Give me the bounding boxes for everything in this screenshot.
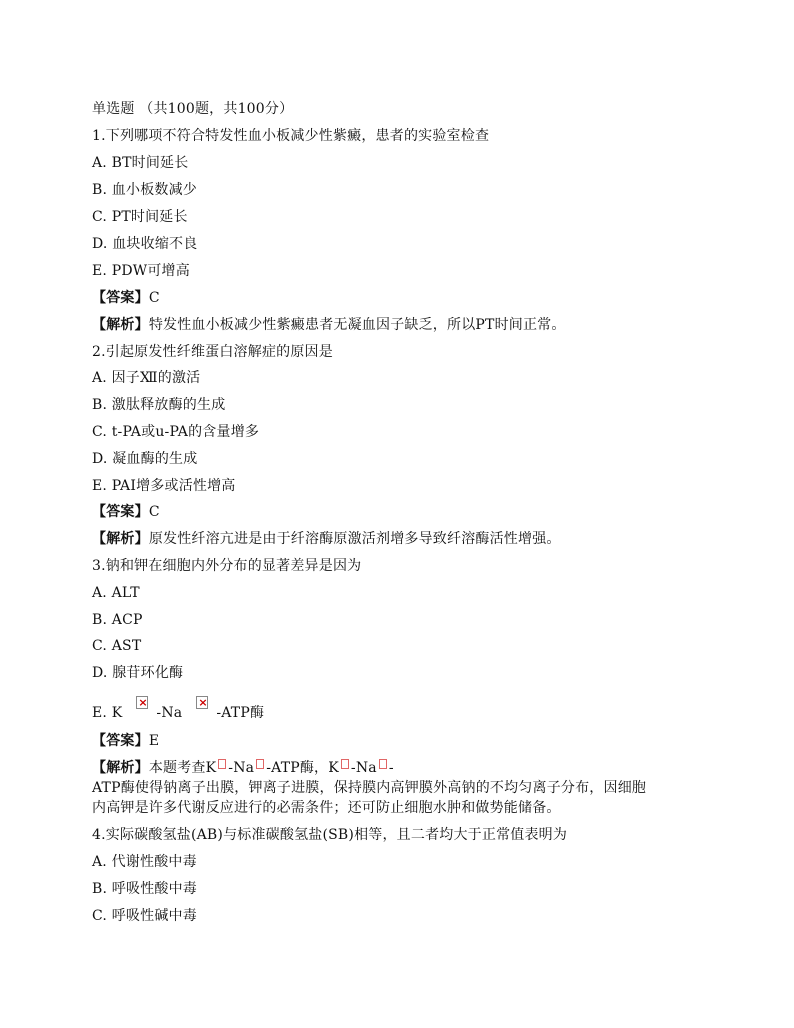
q1-analysis-text: 特发性血小板减少性紫癜患者无凝血因子缺乏，所以PT时间正常。 [148, 317, 566, 333]
q4-option-a: A. 代谢性酸中毒 [92, 854, 197, 870]
analysis-tag: 【解析】 [92, 531, 149, 547]
q3-option-b: B. ACP [92, 612, 143, 628]
q1-option-a: A. BT时间延长 [92, 155, 189, 171]
q1-option-c: C. PT时间延长 [92, 209, 188, 225]
answer-tag: 【答案】 [92, 290, 149, 306]
q1-analysis [92, 315, 566, 335]
q2-analysis [92, 529, 561, 549]
missing-glyph-icon [218, 759, 226, 769]
q3-analysis-line-2: ATP酶使得钠离子出膜，钾离子进膜，保持膜内高钾膜外高钠的不均匀离子分布，因细胞 [92, 780, 647, 796]
question-4-stem: 4.实际碳酸氢盐(AB)与标准碳酸氢盐(SB)相等，且二者均大于正常值表明为 [92, 827, 568, 843]
q4-option-b: B. 呼吸性酸中毒 [92, 881, 197, 897]
missing-glyph-icon [379, 759, 387, 769]
q1-option-d: D. 血块收缩不良 [92, 236, 198, 252]
q3-option-e-prefix: E. K [92, 705, 123, 721]
answer-tag: 【答案】 [92, 733, 149, 749]
q1-answer-value: C [148, 290, 160, 306]
q2-option-c: C. t-PA或u-PA的含量增多 [92, 424, 260, 440]
missing-glyph-icon [256, 759, 264, 769]
broken-image-icon [136, 696, 148, 709]
q3-option-e [92, 703, 264, 723]
question-3-stem: 3.钠和钾在细胞内外分布的显著差异是因为 [92, 558, 362, 574]
q3-analysis-part-4: -Na [350, 760, 377, 776]
q3-option-e-mid: -Na [156, 705, 183, 721]
q3-analysis-line-3: 内高钾是许多代谢反应进行的必需条件；还可防止细胞水肿和做势能储备。 [92, 800, 561, 816]
section-header: 单选题 （共100题，共100分） [92, 101, 294, 117]
q3-analysis-part-5: - [388, 760, 394, 776]
analysis-tag: 【解析】 [92, 760, 149, 776]
answer-tag: 【答案】 [92, 504, 149, 520]
q1-answer [92, 288, 160, 308]
q3-analysis-part-3: -ATP酶，K [266, 760, 339, 776]
analysis-tag: 【解析】 [92, 317, 149, 333]
q3-answer [92, 731, 159, 751]
q3-option-e-suffix: -ATP酶 [216, 705, 265, 721]
question-1-stem: 1.下列哪项不符合特发性血小板减少性紫癜，患者的实验室检查 [92, 128, 490, 144]
q2-option-a: A. 因子Ⅻ的激活 [92, 370, 201, 386]
q1-option-b: B. 血小板数减少 [92, 182, 197, 198]
q1-option-e: E. PDW可增高 [92, 263, 190, 279]
q3-analysis [92, 758, 394, 778]
q3-option-a: A. ALT [92, 585, 140, 601]
q3-analysis-part-2: -Na [228, 760, 255, 776]
q2-option-e: E. PAI增多或活性增高 [92, 478, 236, 494]
q3-option-c: C. AST [92, 638, 142, 654]
q3-analysis-part-1: 本题考查K [148, 760, 217, 776]
broken-image-icon [196, 696, 208, 709]
q2-option-d: D. 凝血酶的生成 [92, 451, 198, 467]
q2-answer [92, 502, 160, 522]
q3-option-d: D. 腺苷环化酶 [92, 665, 184, 681]
missing-glyph-icon [341, 759, 349, 769]
question-2-stem: 2.引起原发性纤维蛋白溶解症的原因是 [92, 344, 333, 360]
q4-option-c: C. 呼吸性碱中毒 [92, 908, 197, 924]
q3-answer-value: E [148, 733, 160, 749]
q2-analysis-text: 原发性纤溶亢进是由于纤溶酶原激活剂增多导致纤溶酶活性增强。 [148, 531, 561, 547]
q2-option-b: B. 激肽释放酶的生成 [92, 397, 226, 413]
q2-answer-value: C [148, 504, 160, 520]
